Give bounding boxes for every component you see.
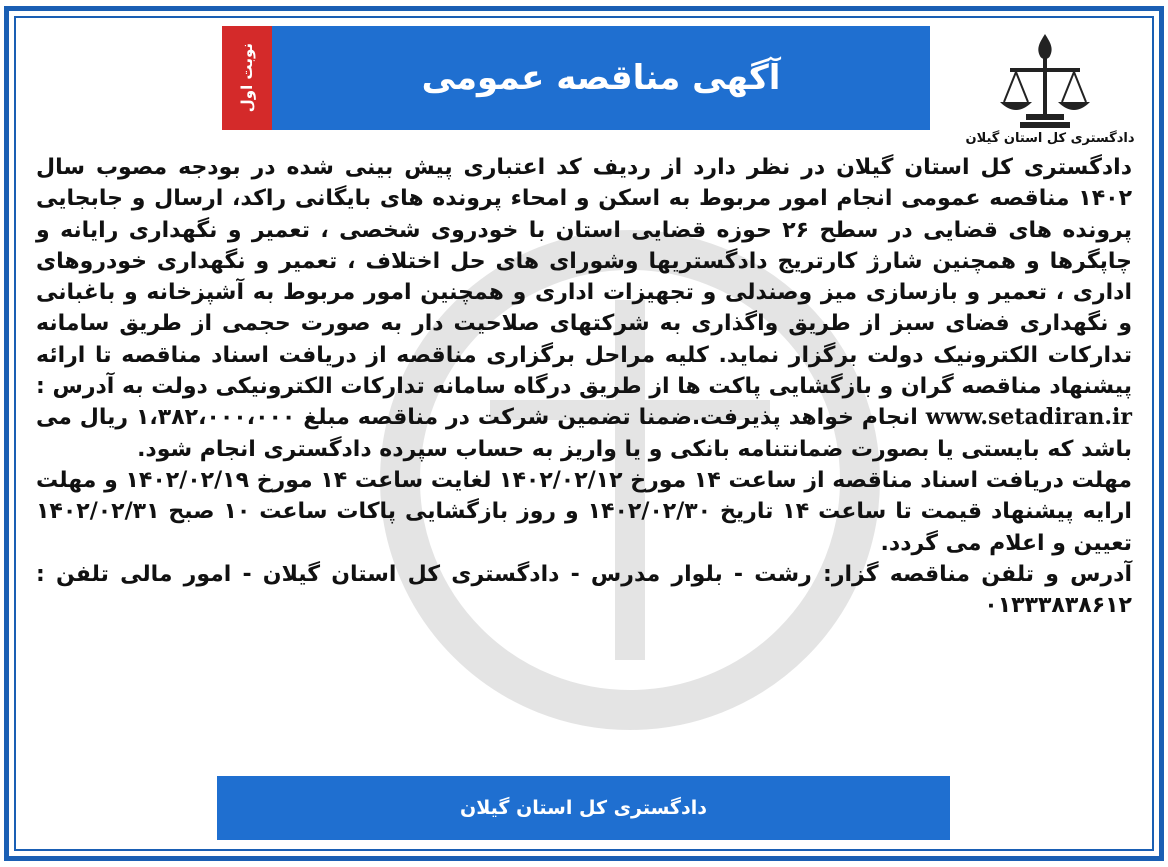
footer-banner bbox=[217, 776, 950, 840]
emblem-caption: دادگستری کل استان گیلان bbox=[965, 131, 1135, 146]
title-banner bbox=[272, 26, 930, 130]
round-badge bbox=[222, 26, 272, 130]
page-title: آگهی مناقصه عمومی bbox=[421, 58, 781, 98]
setadiran-url: www.setadiran.ir bbox=[925, 404, 1132, 431]
notice-paragraph-3: آدرس و تلفن مناقصه گزار: رشت - بلوار مدرس - دادگستری کل استان گیلان - امور مالی تلفن : ۰۱۳۳۳۸۳۸۶۱۲ bbox=[36, 561, 1132, 619]
scales-of-justice-icon bbox=[990, 28, 1100, 138]
paragraph-1-part-b: انجام خواهد پذیرفت.ضمنا تضمین شرکت در مناقصه مبلغ ۱،۳۸۲،۰۰۰،۰۰۰ ریال می باشد که بایستی یا بصورت ضمانتنامه بانکی و یا واریز به حساب سپرده دادگستری انجام شود. bbox=[36, 405, 1132, 462]
notice-body bbox=[36, 152, 1132, 621]
paragraph-1-part-a: دادگستری کل استان گیلان در نظر دارد از ردیف کد اعتباری پیش بینی شده در بودجه مصوب سال ۱۴۰۲ مناقصه عمومی انجام امور مربوط به اسکن و امحاء پرونده های بایگانی راکد، ارسال و جابجایی پرونده های قضایی در سطح ۲۶ حوزه قضایی استان با خودروی شخصی ، تعمیر و نگهداری رایانه و چاپگرها و همچنین شارژ کارتریج دادگستریها وشورای های حل اختلاف ، تعمیر و نگهداری خودروهای اداری ، تعمیر و بازسازی میز وصندلی و تجهیزات اداری و همچنین امور مربوط به آشپزخانه و باغبانی و نگهداری فضای سبز از طریق واگذاری به شرکتهای صلاحیت دار به صورت حجمی از طریق سامانه تدارکات الکترونیک دولت برگزار نماید. کلیه مراحل برگزاری مناقصه از دریافت اسناد مناقصه تا ارائه پیشنهاد مناقصه گران و بازگشایی پاکت ها از طریق درگاه سامانه تدارکات الکترونیکی دولت به آدرس : bbox=[36, 155, 1132, 400]
round-label: نوبت اول bbox=[238, 43, 256, 113]
notice-paragraph-2: مهلت دریافت اسناد مناقصه از ساعت ۱۴ مورخ ۱۴۰۲/۰۲/۱۲ لغایت ساعت ۱۴ مورخ ۱۴۰۲/۰۲/۱۹ و مهلت ارایه پیشنهاد قیمت تا ساعت ۱۴ تاریخ ۱۴۰۲/۰۲/۳۰ و روز بازگشایی پاکات ساعت ۱۰ صبح ۱۴۰۲/۰۲/۳۱ تعیین و اعلام می گردد. bbox=[36, 467, 1132, 556]
notice-paragraph-1 bbox=[36, 152, 1132, 465]
footer-label: دادگستری کل استان گیلان bbox=[460, 797, 707, 819]
